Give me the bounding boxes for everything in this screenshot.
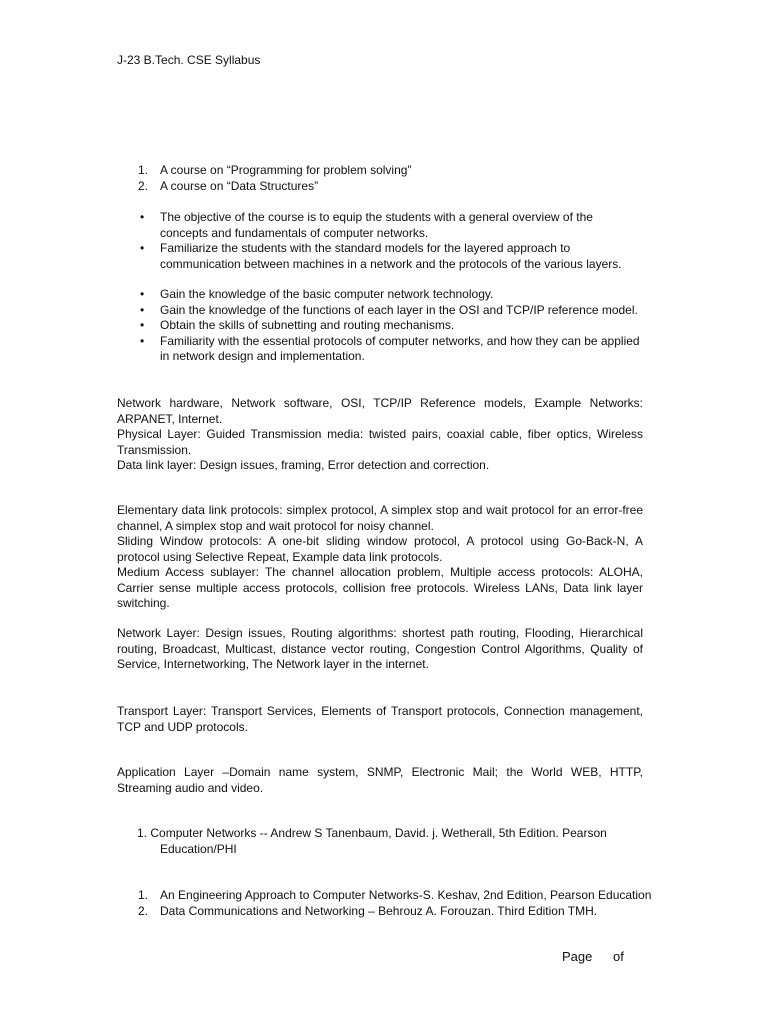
- paragraph: Network Layer: Design issues, Routing algorithms: shortest path routing, Flooding, Hierarchical routing, Broadcast, Multicast, distance vector routing, Congestion Control Algorithms, Quality of Service, Internetworking, The Network layer in the internet.: [117, 626, 643, 671]
- list-item-text: The objective of the course is to equip the students with a general overview of the concepts and fundamentals of computer networks.: [160, 210, 593, 240]
- bullet-icon: •: [140, 333, 145, 348]
- unit-1-content: [117, 396, 643, 474]
- of-label: of: [613, 949, 624, 964]
- unit-4-content: [117, 704, 643, 735]
- list-item: [117, 334, 643, 365]
- unit-2-content: [117, 503, 643, 612]
- list-item-text: Obtain the skills of subnetting and routing mechanisms.: [160, 318, 455, 332]
- text-books-list: [117, 826, 643, 857]
- list-item-text: Gain the knowledge of the basic computer network technology.: [160, 287, 494, 301]
- list-item: [117, 179, 643, 195]
- bullet-icon: •: [140, 318, 145, 332]
- list-item-text: An Engineering Approach to Computer Networks-S. Keshav, 2nd Edition, Pearson Education: [160, 888, 652, 902]
- paragraph: Transport Layer: Transport Services, Elements of Transport protocols, Connection management, TCP and UDP protocols.: [117, 704, 643, 734]
- list-number: 1.: [137, 826, 148, 840]
- list-item: [117, 318, 643, 334]
- paragraph: Elementary data link protocols: simplex protocol, A simplex stop and wait protocol for an error-free channel, A simplex stop and wait protocol for noisy channel.: [117, 503, 643, 533]
- list-item-text: Data Communications and Networking – Behrouz A. Forouzan. Third Edition TMH.: [160, 903, 598, 918]
- page-header: J-23 B.Tech. CSE Syllabus: [117, 53, 261, 67]
- list-item-text: A course on “Data Structures”: [160, 178, 319, 193]
- objectives-list: [117, 210, 643, 272]
- prerequisites-list: [117, 163, 643, 194]
- list-item-continuation: Education/PHI: [160, 841, 237, 856]
- references-list: [117, 888, 677, 919]
- list-item-text: Computer Networks -- Andrew S Tanenbaum, David. j. Wetherall, 5th Edition. Pearson: [150, 826, 607, 840]
- paragraph: Data link layer: Design issues, framing, Error detection and correction.: [117, 458, 490, 472]
- paragraph: Medium Access sublayer: The channel allocation problem, Multiple access protocols: ALOHA, Carrier sense multiple access protocols, collision free protocols. Wireless LANs, Data link layer switching.: [117, 565, 643, 610]
- list-item: [117, 241, 643, 272]
- list-number: 1.: [138, 888, 149, 902]
- paragraph: Sliding Window protocols: A one-bit sliding window protocol, A protocol using Go-Back-N, A protocol using Selective Repeat, Example data link protocols.: [117, 534, 643, 564]
- paragraph: Network hardware, Network software, OSI, TCP/IP Reference models, Example Networks: ARPANET, Internet.: [117, 396, 643, 426]
- list-number: 1.: [138, 163, 149, 177]
- list-item-text: Familiarity with the essential protocols of computer networks, and how they can be applied in network design and implementation.: [160, 333, 640, 363]
- unit-5-content: [117, 765, 643, 796]
- unit-3-content: [117, 626, 643, 673]
- paragraph: Physical Layer: Guided Transmission media: twisted pairs, coaxial cable, fiber optics, Wireless Transmission.: [117, 427, 643, 457]
- list-item: [117, 303, 643, 319]
- list-item: [117, 163, 643, 179]
- list-item: [117, 210, 643, 241]
- list-number: 2.: [138, 903, 149, 918]
- page-label: Page: [562, 949, 593, 964]
- list-item-text: A course on “Programming for problem solving”: [160, 163, 412, 177]
- bullet-icon: •: [140, 241, 145, 255]
- bullet-icon: •: [140, 302, 145, 317]
- list-item-text: Gain the knowledge of the functions of each layer in the OSI and TCP/IP reference model.: [160, 302, 638, 317]
- outcomes-list: [117, 287, 643, 365]
- list-item-text: Familiarize the students with the standard models for the layered approach to communication between machines in a network and the protocols of the various layers.: [160, 241, 622, 271]
- list-number: 2.: [138, 178, 149, 193]
- paragraph: Application Layer –Domain name system, SNMP, Electronic Mail; the World WEB, HTTP, Streaming audio and video.: [117, 765, 643, 795]
- list-item: [117, 826, 643, 842]
- list-item: [117, 904, 677, 920]
- bullet-icon: •: [140, 287, 145, 301]
- bullet-icon: •: [140, 210, 145, 224]
- list-item: [117, 287, 643, 303]
- list-item: [117, 888, 677, 904]
